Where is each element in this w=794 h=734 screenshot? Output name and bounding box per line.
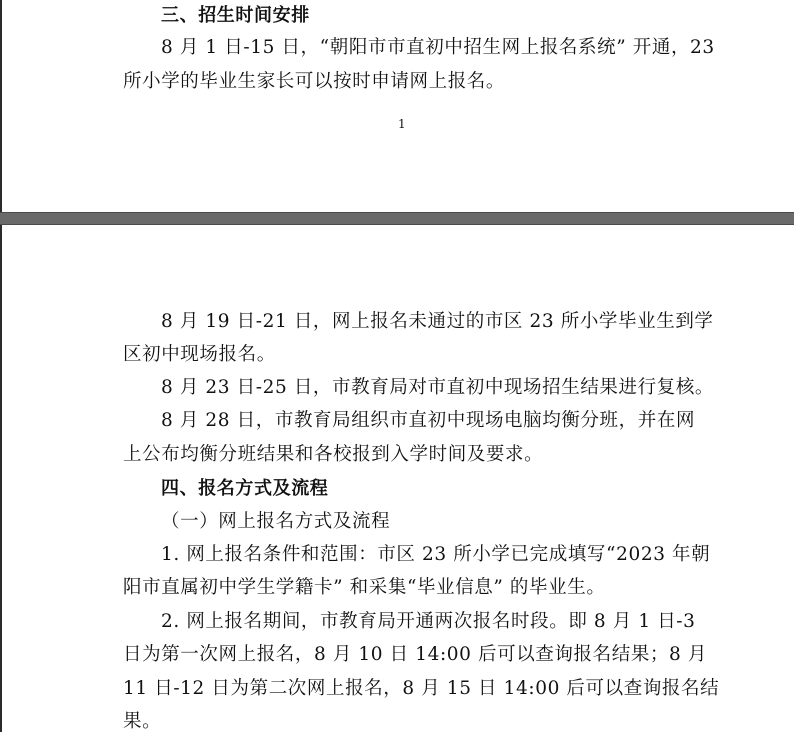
document-page-2 — [0, 225, 794, 732]
list-item-line: 11 日-12 日为第二次网上报名，8 月 15 日 14:00 后可以查询报名结 — [123, 678, 720, 699]
document-page-1 — [0, 0, 794, 212]
paragraph-line: 8 月 23 日-25 日，市教育局对市直初中现场招生结果进行复核。 — [161, 377, 715, 398]
paragraph-line: 区初中现场报名。 — [123, 344, 276, 365]
paragraph-line: 上公布均衡分班结果和各校报到入学时间及要求。 — [123, 444, 544, 465]
paragraph-line: 8 月 28 日，市教育局组织市直初中现场电脑均衡分班，并在网 — [161, 410, 696, 431]
list-item-line: 日为第一次网上报名，8 月 10 日 14:00 后可以查询报名结果；8 月 — [123, 644, 707, 665]
list-item-line: 阳市直属初中学生学籍卡” 和采集“毕业信息” 的毕业生。 — [123, 577, 606, 598]
subsection-heading-online: （一）网上报名方式及流程 — [161, 511, 391, 532]
list-item-line: 1. 网上报名条件和范围：市区 23 所小学已完成填写“2023 年朝 — [161, 544, 711, 565]
section-heading-schedule: 三、招生时间安排 — [161, 5, 310, 26]
paragraph-line: 8 月 19 日-21 日，网上报名未通过的市区 23 所小学毕业生到学 — [161, 311, 714, 332]
list-item-line: 2. 网上报名期间，市教育局开通两次报名时段。即 8 月 1 日-3 — [161, 611, 696, 632]
paragraph-line: 所小学的毕业生家长可以按时申请网上报名。 — [123, 71, 506, 92]
section-heading-registration: 四、报名方式及流程 — [161, 478, 329, 499]
page-number: 1 — [398, 117, 406, 131]
list-item-line: 果。 — [123, 711, 162, 732]
page-separator — [0, 212, 794, 225]
paragraph-line: 8 月 1 日-15 日，“朝阳市市直初中招生网上报名系统” 开通，23 — [161, 37, 715, 58]
